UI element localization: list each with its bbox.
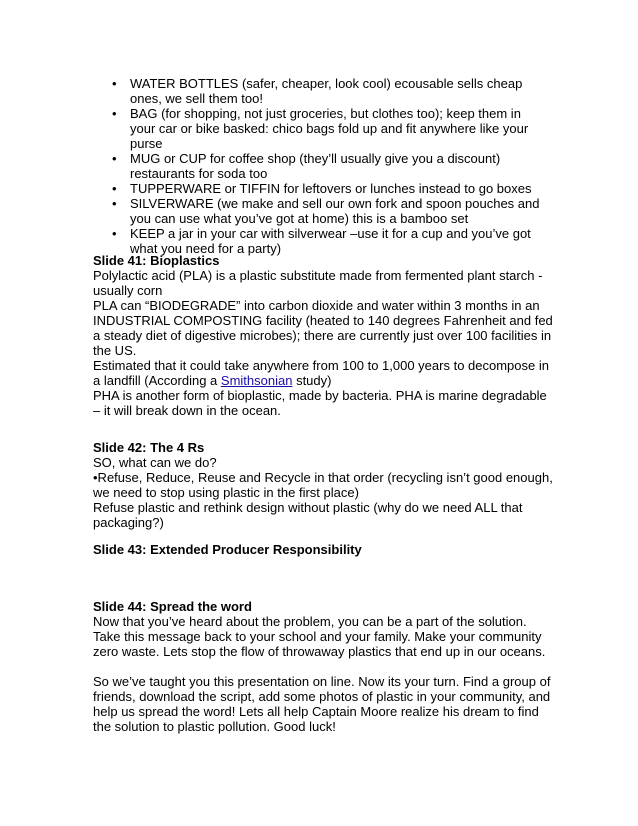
- bullet-icon: •: [112, 106, 117, 121]
- slide-42-paragraph: SO, what can we do?: [93, 455, 217, 470]
- slide-42-paragraph: Refuse plastic and rethink design without plastic (why do we need ALL that packaging?): [93, 500, 523, 530]
- bullet-icon: •: [112, 181, 117, 196]
- slide-44-section: [93, 599, 553, 734]
- slide-41-paragraph: Polylactic acid (PLA) is a plastic substitute made from fermented plant starch - usually corn: [93, 268, 543, 298]
- bullet-icon: •: [112, 151, 117, 166]
- slide-41-section: [93, 253, 553, 418]
- slide-44-paragraph: Now that you’ve heard about the problem, you can be a part of the solution. Take this message back to your school and your family. Make your community zero waste. Lets stop the flow of throwaway plastics that end up in our oceans.: [93, 614, 546, 659]
- list-item: • MUG or CUP for coffee shop (they’ll usually give you a discount) restaurants for soda too: [112, 151, 501, 181]
- slide-44-heading: Slide 44: Spread the word: [93, 599, 252, 614]
- slide-43-heading: Slide 43: Extended Producer Responsibility: [93, 542, 362, 557]
- bullet-icon: •: [112, 196, 117, 211]
- list-item: • SILVERWARE (we make and sell our own fork and spoon pouches and you can use what you’ve got at home) this is a bamboo set: [112, 196, 540, 226]
- bullet-icon: •: [112, 226, 117, 241]
- slide-41-paragraph: Estimated that it could take anywhere from 100 to 1,000 years to decompose in a landfill (According a Smithsonian study): [93, 358, 549, 388]
- slide-42-paragraph: •Refuse, Reduce, Reuse and Recycle in that order (recycling isn’t good enough, we need to stop using plastic in the first place): [93, 470, 553, 500]
- list-item: • WATER BOTTLES (safer, cheaper, look cool) ecousable sells cheap ones, we sell them too!: [112, 76, 523, 106]
- reusables-bullet-list: [108, 76, 548, 256]
- slide-42-section: [93, 440, 553, 530]
- slide-41-paragraph: PLA can “BIODEGRADE” into carbon dioxide and water within 3 months in an INDUSTRIAL COMPOSTING facility (heated to 140 degrees Fahrenheit and fed a steady diet of digestive microbes); there are currently just over 100 facilities in the US.: [93, 298, 553, 358]
- slide-41-heading: Slide 41: Bioplastics: [93, 253, 220, 268]
- slide-42-heading: Slide 42: The 4 Rs: [93, 440, 205, 455]
- list-item: • BAG (for shopping, not just groceries, but clothes too); keep them in your car or bike basked: chico bags fold up and fit anywhere like your purse: [112, 106, 529, 151]
- list-item: • KEEP a jar in your car with silverwear –use it for a cup and you’ve got what you need for a party): [112, 226, 531, 256]
- list-item: • TUPPERWARE or TIFFIN for leftovers or lunches instead to go boxes: [112, 181, 532, 196]
- smithsonian-link[interactable]: Smithsonian: [220, 373, 293, 388]
- slide-41-paragraph: PHA is another form of bioplastic, made by bacteria. PHA is marine degradable – it will break down in the ocean.: [93, 388, 547, 418]
- bullet-icon: •: [112, 76, 117, 91]
- slide-43-section: [93, 542, 553, 557]
- slide-44-paragraph: So we’ve taught you this presentation on line. Now its your turn. Find a group of friends, download the script, add some photos of plastic in your community, and help us spread the word! Lets all help Captain Moore realize his dream to find the solution to plastic pollution. Good luck!: [93, 674, 551, 734]
